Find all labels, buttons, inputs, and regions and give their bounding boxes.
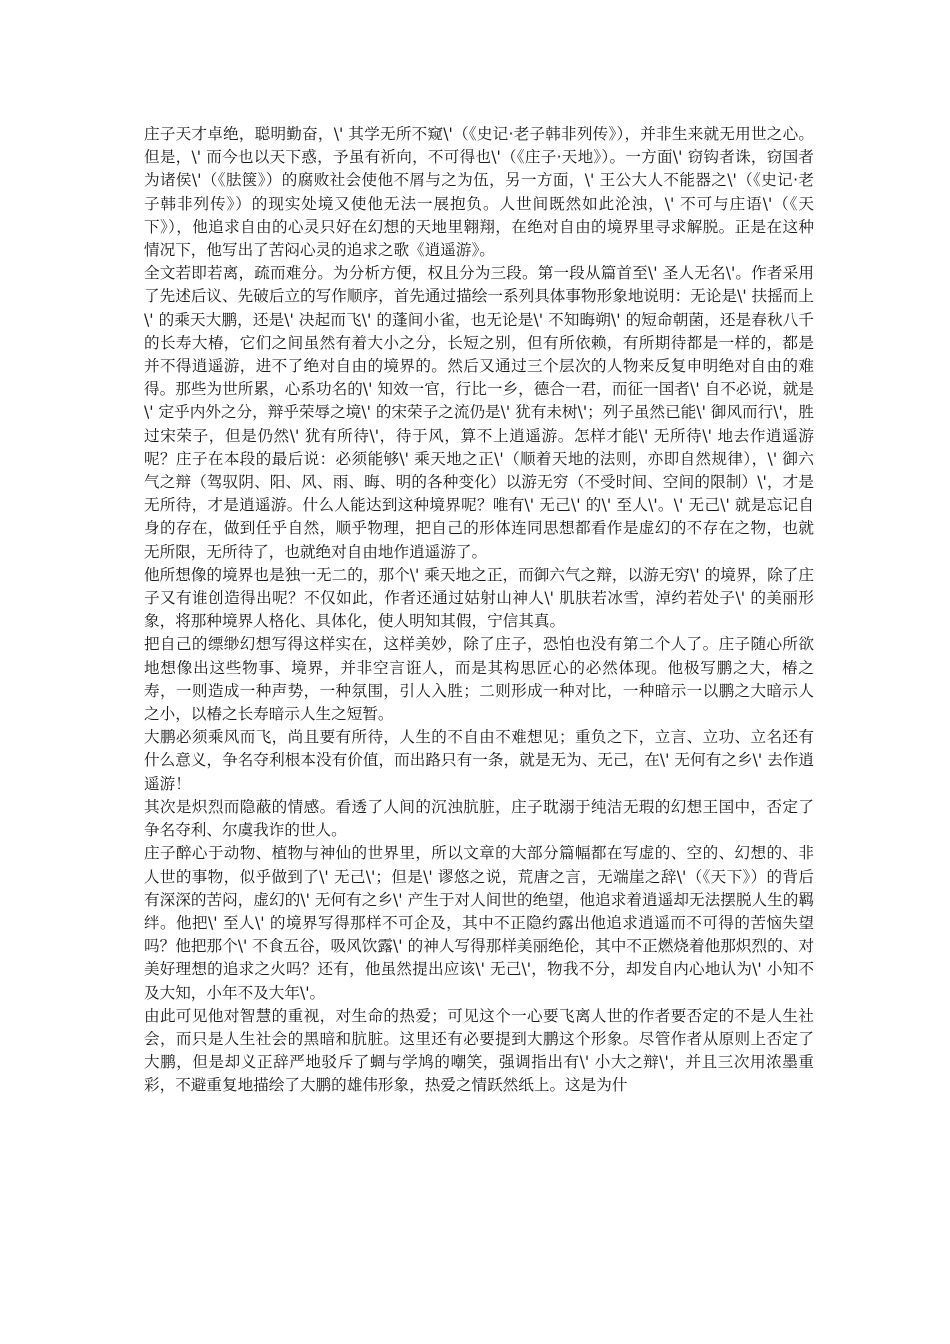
paragraph: 其次是炽烈而隐蔽的情感。看透了人间的沉浊肮脏，庄子耽溺于纯洁无瑕的幻想王国中，否定了争名夺利、尔虞我诈的世人。 xyxy=(144,797,814,840)
document-body xyxy=(144,123,814,1098)
paragraph: 把自己的缥缈幻想写得这样实在，这样美妙，除了庄子，恐怕也没有第二个人了。庄子随心所欲地想像出这些物事、境界，并非空言诳人，而是其构思匠心的必然体现。他极写鹏之大，椿之寿，一则造成一种声势，一种氛围，引人入胜；二则形成一种对比，一种暗示一以鹏之大暗示人之小，以椿之长寿暗示人生之短暂。 xyxy=(144,635,814,724)
paragraph: 大鹏必须乘风而飞，尚且要有所待，人生的不自由不难想见；重负之下，立言、立功、立名还有什么意义，争名夺利根本没有价值，而出路只有一条，就是无为、无己，在\' 无何有之乡\' 去作逍遥游！ xyxy=(144,728,814,793)
paragraph: 庄子醉心于动物、植物与神仙的世界里，所以文章的大部分篇幅都在写虚的、空的、幻想的、非人世的事物，似乎做到了\' 无己\'；但是\' 谬悠之说，荒唐之言，无端崖之辞\'（《天下》）的背后有深深的苦闷，虚幻的\' 无何有之乡\' 产生于对人间世的绝望，他追求着逍遥却无法摆脱人生的羁绊。他把\' 至人\' 的境界写得那样不可企及，其中不正隐约露出他追求逍遥而不可得的苦恼失望吗？他把那个\' 不食五谷，吸风饮露\' 的神人写得那样美丽绝伦，其中不正燃烧着他那炽烈的、对美好理想的追求之火吗？还有，他虽然提出应该\' 无己\'，物我不分，却发自内心地认为\' 小知不及大知，小年不及大年\'。 xyxy=(144,844,814,1002)
paragraph: 全文若即若离，疏而难分。为分析方便，权且分为三段。第一段从篇首至\' 圣人无名\'。作者采用了先述后议、先破后立的写作顺序，首先通过描绘一系列具体事物形象地说明：无论是\' 扶摇而上\' 的乘天大鹏，还是\' 决起而飞\' 的蓬间小雀，也无论是\' 不知晦朔\' 的短命朝菌，还是春秋八千的长寿大椿，它们之间虽然有着大小之分，长短之别，但有所依赖，有所期待都是一样的，都是并不得逍遥游，进不了绝对自由的境界的。然后又通过三个层次的人物来反复申明绝对自由的难得。那些为世所累，心系功名的\' 知效一官，行比一乡，德合一君，而征一国者\' 自不必说，就是\' 定乎内外之分，辩乎荣辱之境\' 的宋荣子之流仍是\' 犹有未树\'；列子虽然已能\' 御风而行\'，胜过宋荣子，但是仍然\' 犹有所待\'，待于风，算不上逍遥游。怎样才能\' 无所待\' 地去作逍遥游呢？庄子在本段的最后说：必须能够\' 乘天地之正\'（顺着天地的法则，亦即自然规律），\' 御六气之辩（驾驭阴、阳、风、雨、晦、明的各种变化）以游无穷（不受时间、空间的限制）\'，才是无所待，才是逍遥游。什么人能达到这种境界呢？唯有\' 无己\' 的\' 至人\'。\' 无己\' 就是忘记自身的存在，做到任乎自然，顺乎物理，把自己的形体连同思想都看作是虚幻的不存在之物，也就无所限，无所待了，也就绝对自由地作逍遥游了。 xyxy=(144,264,814,561)
paragraph: 他所想像的境界也是独一无二的，那个\' 乘天地之正，而御六气之辩，以游无穷\' 的境界，除了庄子又有谁创造得出呢？不仅如此，作者还通过姑射山神人\' 肌肤若冰雪，淖约若处子\' 的美丽形象，将那种境界人格化、具体化，使人明知其假，宁信其真。 xyxy=(144,565,814,631)
paragraph: 庄子天才卓绝，聪明勤奋，\' 其学无所不窥\'（《史记·老子韩非列传》），并非生来就无用世之心。但是，\' 而今也以天下惑，予虽有祈向，不可得也\'（《庄子·天地》）。一方面\' 窃钩者诛，窃国者为诸侯\'（《胠箧》）的腐败社会使他不屑与之为伍，另一方面，\' 王公大人不能器之\'（《史记·老子韩非列传》）的现实处境又使他无法一展抱负。人世间既然如此沦浊，\' 不可与庄语\'（《天下》），他追求自由的心灵只好在幻想的天地里翱翔，在绝对自由的境界里寻求解脱。正是在这种情况下，他写出了苦闷心灵的追求之歌《逍遥游》。 xyxy=(144,125,814,260)
paragraph: 由此可见他对智慧的重视，对生命的热爱；可见这个一心要飞离人世的作者要否定的不是人生社会，而只是人生社会的黑暗和肮脏。这里还有必要提到大鹏这个形象。尽管作者从原则上否定了大鹏，但是却义正辞严地驳斥了蜩与学鸠的嘲笑，强调指出有\' 小大之辩\'，并且三次用浓墨重彩，不避重复地描绘了大鹏的雄伟形象，热爱之情跃然纸上。这是为什 xyxy=(144,1006,814,1095)
